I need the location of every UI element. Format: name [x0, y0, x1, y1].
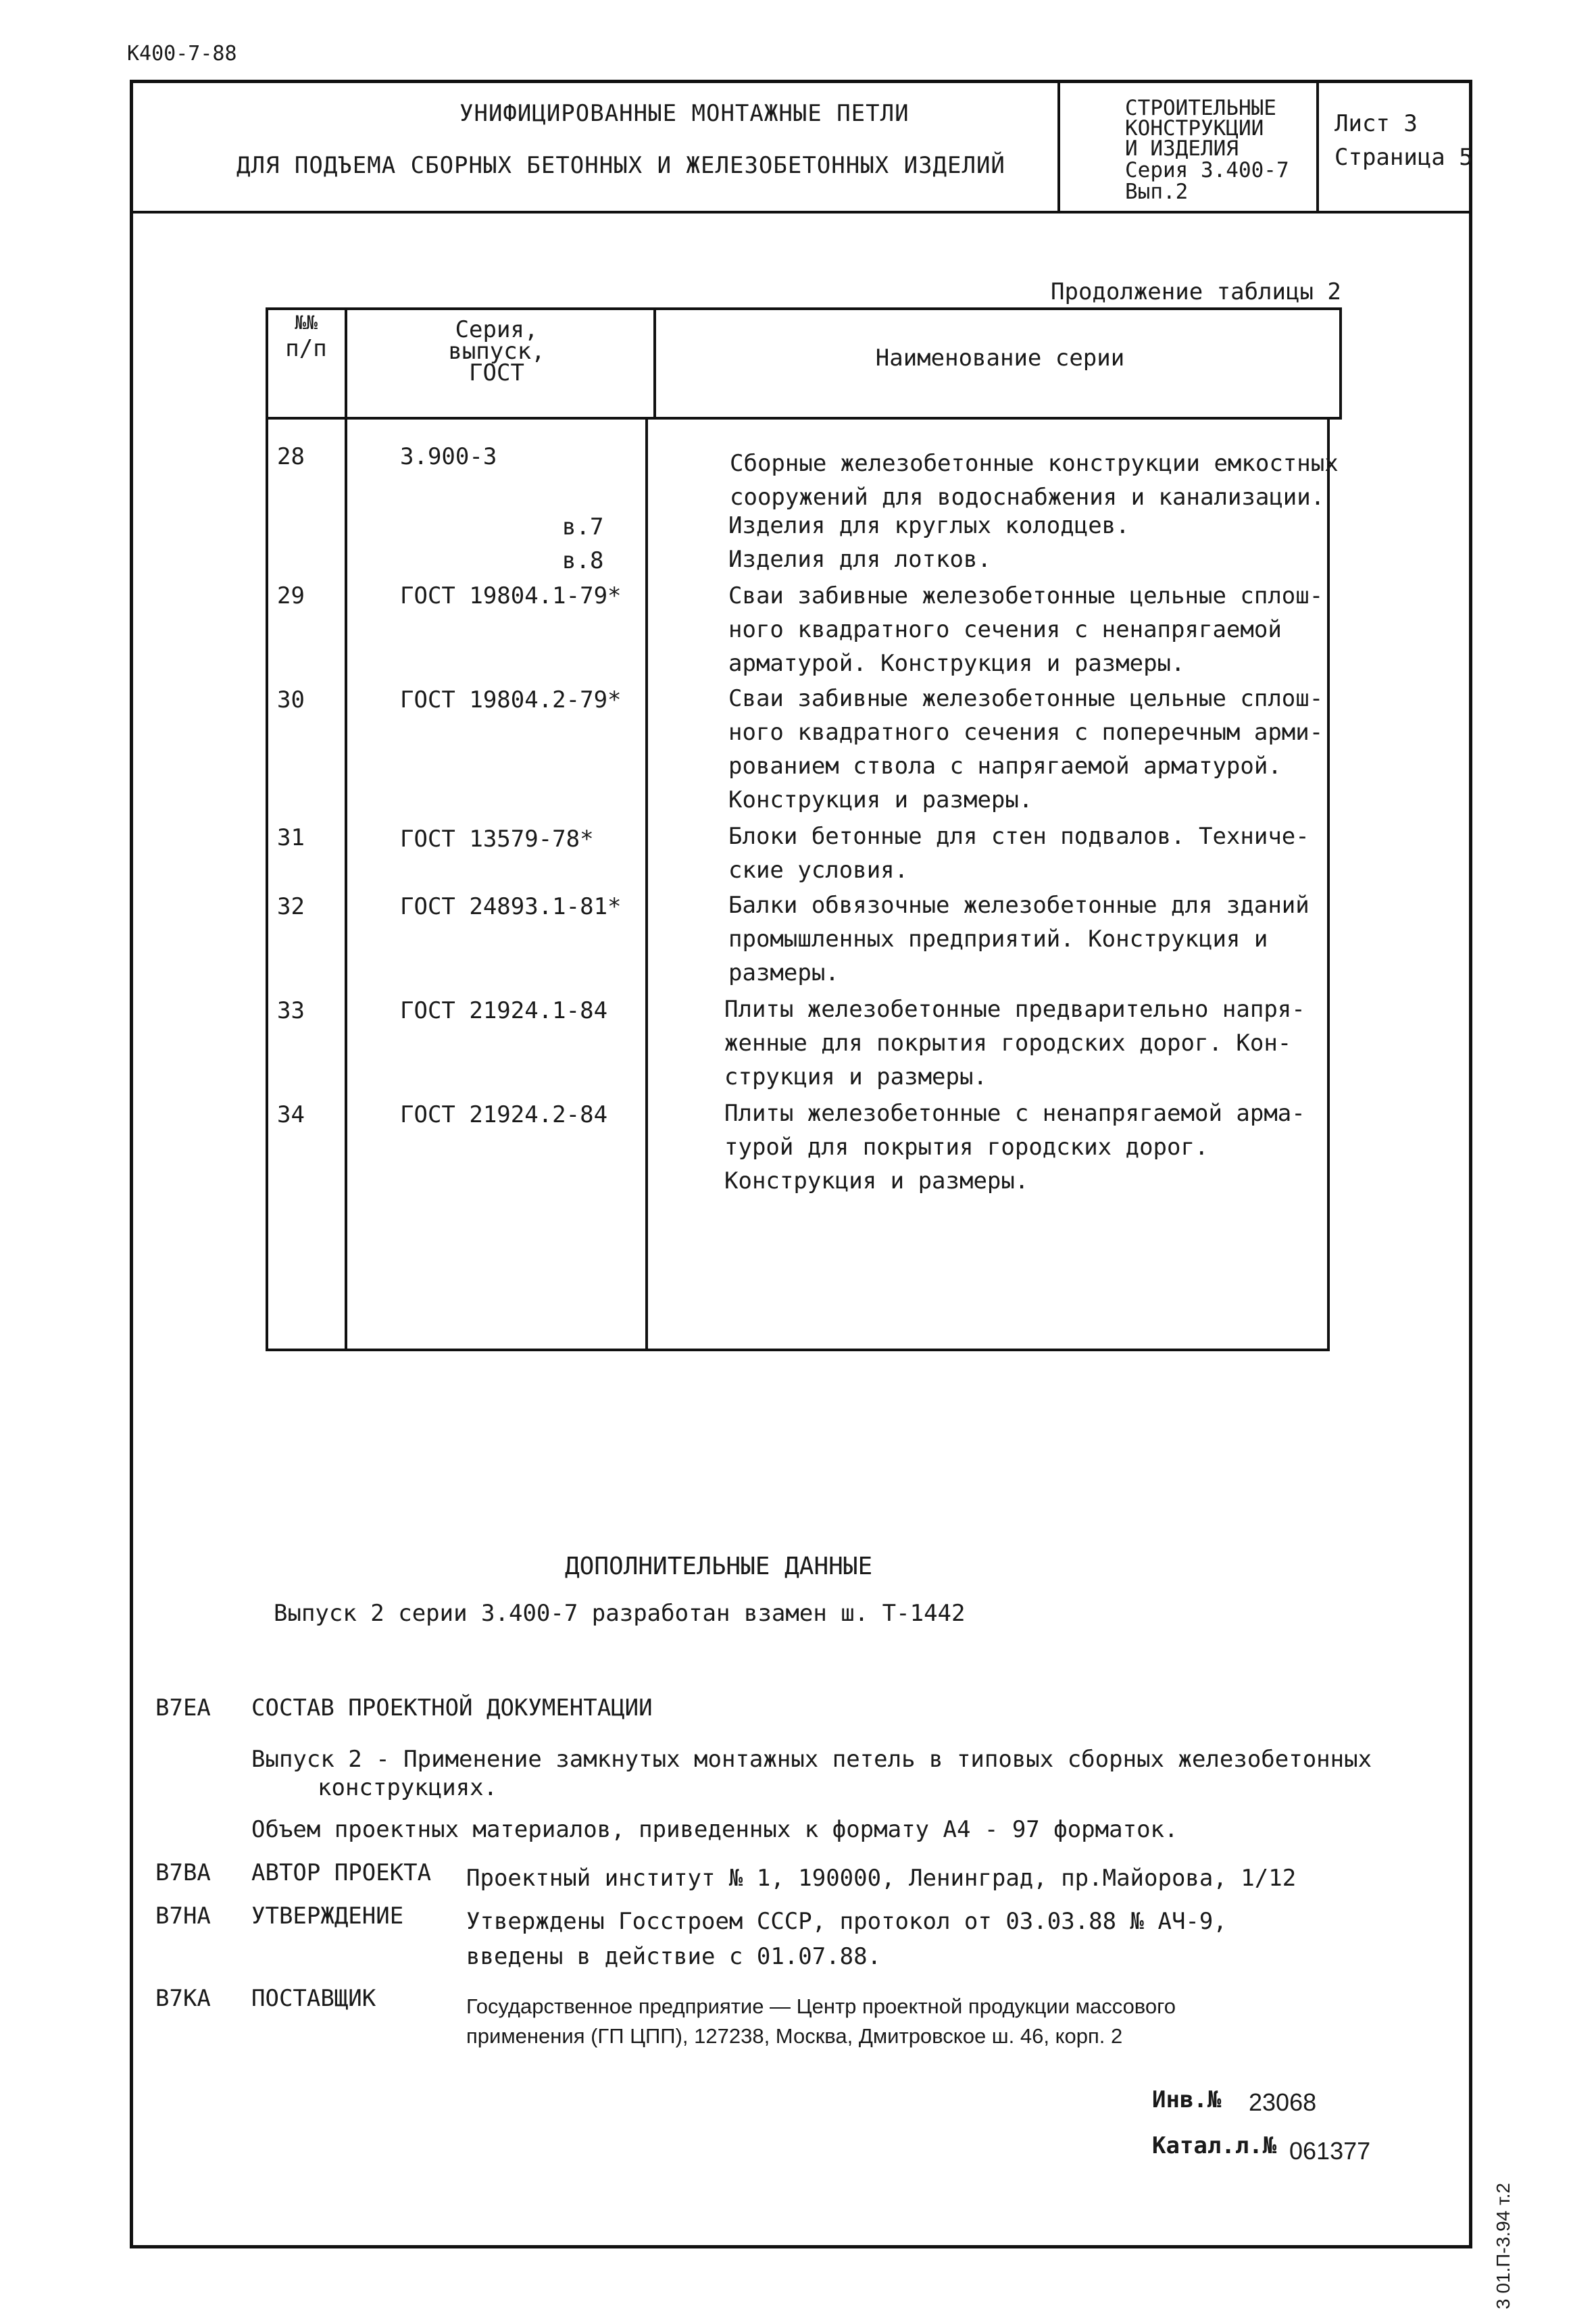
row-31-num: 31 [277, 824, 305, 851]
row-31-name-2: ские условия. [728, 857, 909, 884]
side-code: 3 01.П-3.94 т.2 [1493, 2182, 1514, 2309]
composition-line-1: Выпуск 2 - Применение замкнутых монтажных петель в типовых сборных железобетонных [251, 1746, 1372, 1773]
row-28v8-name: Изделия для лотков. [728, 546, 991, 573]
row-34-name-1: Плиты железобетонные с ненапрягаемой арма- [724, 1100, 1305, 1127]
row-28v7-name: Изделия для круглых колодцев. [728, 512, 1130, 539]
row-32-name-1: Балки обвязочные железобетонные для зданий [728, 892, 1310, 919]
catalog-label: Катал.л.№ [1152, 2132, 1277, 2159]
row-33-name-3: струкция и размеры. [724, 1063, 987, 1090]
row-32-name-2: промышленных предприятий. Конструкция и [728, 926, 1268, 953]
table-col-divider-2 [645, 417, 648, 1351]
header-bottom-rule [130, 211, 1472, 213]
row-28v7-series: в.7 [562, 513, 604, 540]
row-28-name-1: Сборные железобетонные конструкции емкостных [730, 450, 1339, 477]
title-line-2: ДЛЯ ПОДЪЕМА СБОРНЫХ БЕТОННЫХ И ЖЕЛЕЗОБЕТОННЫХ ИЗДЕЛИЙ [236, 152, 1005, 179]
table-right-border-header [1339, 307, 1342, 420]
title-line-1: УНИФИЦИРОВАННЫЕ МОНТАЖНЫЕ ПЕТЛИ [459, 100, 909, 127]
row-29-series: ГОСТ 19804.1-79* [400, 582, 622, 609]
row-29-name-1: Сваи забивные железобетонные цельные сплош- [728, 582, 1324, 609]
row-32-series: ГОСТ 24893.1-81* [400, 893, 622, 920]
stamp-line-4: Серия 3.400-7 [1125, 158, 1289, 182]
table-left-border [266, 307, 268, 1351]
header-num-line-1: №№ [295, 311, 318, 334]
author-text: Проектный институт № 1, 190000, Ленинград, пр.Майорова, 1/12 [466, 1865, 1297, 1892]
table-col-divider-1 [345, 307, 347, 1351]
header-series-line-2: выпуск, [448, 338, 545, 365]
row-30-name-3: рованием ствола с напрягаемой арматурой. [728, 753, 1282, 780]
section-label-author: АВТОР ПРОЕКТА [251, 1859, 432, 1886]
approval-line-1: Утверждены Госстроем СССР, протокол от 03.03.88 № АЧ-9, [466, 1908, 1227, 1935]
stamp-line-2: КОНСТРУКЦИИ [1125, 116, 1264, 141]
table-right-border [1327, 417, 1330, 1351]
table-col-divider-2-header [653, 307, 656, 420]
table-header-rule [266, 417, 1342, 420]
stamp-line-1: СТРОИТЕЛЬНЫЕ [1125, 96, 1276, 120]
header-num-line-2: п/п [285, 335, 327, 362]
row-28-series: 3.900-3 [400, 443, 497, 470]
row-34-name-3: Конструкция и размеры. [724, 1167, 1029, 1194]
section-label-approval: УТВЕРЖДЕНИЕ [251, 1903, 404, 1930]
row-34-name-2: турой для покрытия городских дорог. [724, 1134, 1209, 1161]
header-series-line-1: Серия, [455, 316, 539, 343]
header-divider-1 [1057, 80, 1060, 212]
table-bottom-rule [266, 1349, 1330, 1351]
row-28-name-2: сооружений для водоснабжения и канализации. [730, 484, 1325, 511]
row-30-name-4: Конструкция и размеры. [728, 786, 1033, 813]
row-28-num: 28 [277, 443, 305, 470]
row-30-num: 30 [277, 686, 305, 713]
row-29-num: 29 [277, 582, 305, 609]
row-33-num: 33 [277, 997, 305, 1024]
supplier-line-1: Государственное предприятие — Центр проектной продукции массового [466, 1994, 1176, 2018]
row-34-series: ГОСТ 21924.2-84 [400, 1101, 608, 1128]
row-34-num: 34 [277, 1101, 305, 1128]
supplier-line-2: применения (ГП ЦПП), 127238, Москва, Дмитровское ш. 46, корп. 2 [466, 2024, 1123, 2048]
row-29-name-2: ного квадратного сечения с ненапрягаемой [728, 616, 1282, 643]
section-code-author: В7ВА [155, 1859, 211, 1886]
header-name: Наименование серии [875, 345, 1125, 372]
sheet-number: Лист 3 [1335, 110, 1418, 137]
row-31-series: ГОСТ 13579-78* [400, 826, 594, 853]
row-28v8-series: в.8 [562, 547, 604, 574]
document-code: К400-7-88 [127, 42, 237, 66]
table-top-rule [266, 307, 1342, 310]
page-number: Страница 5 [1335, 144, 1473, 171]
row-33-name-1: Плиты железобетонные предварительно напря- [724, 996, 1305, 1023]
additional-heading: ДОПОЛНИТЕЛЬНЫЕ ДАННЫЕ [565, 1553, 873, 1580]
catalog-number: 061377 [1289, 2137, 1371, 2165]
issue-line: Выпуск 2 серии 3.400-7 разработан взамен ш. Т-1442 [274, 1600, 966, 1627]
row-29-name-3: арматурой. Конструкция и размеры. [728, 650, 1185, 677]
table-caption: Продолжение таблицы 2 [1051, 278, 1341, 305]
section-code-composition: В7ЕА [155, 1694, 211, 1721]
composition-line-2: конструкциях. [318, 1774, 498, 1801]
row-30-name-1: Сваи забивные железобетонные цельные сплош- [728, 685, 1324, 712]
row-30-name-2: ного квадратного сечения с поперечным арми- [728, 719, 1324, 746]
stamp-line-3: И ИЗДЕЛИЯ [1125, 136, 1239, 161]
header-series-line-3: ГОСТ [469, 359, 524, 386]
row-33-series: ГОСТ 21924.1-84 [400, 997, 608, 1024]
section-code-supplier: В7КА [155, 1985, 211, 2012]
inventory-label: Инв.№ [1152, 2086, 1222, 2113]
row-31-name-1: Блоки бетонные для стен подвалов. Техниче- [728, 823, 1310, 850]
row-32-name-3: размеры. [728, 959, 839, 986]
header-divider-2 [1316, 80, 1319, 212]
composition-line-3: Объем проектных материалов, приведенных к формату А4 - 97 форматок. [251, 1816, 1178, 1843]
row-30-series: ГОСТ 19804.2-79* [400, 686, 622, 713]
row-33-name-2: женные для покрытия городских дорог. Кон- [724, 1030, 1292, 1057]
section-label-composition: СОСТАВ ПРОЕКТНОЙ ДОКУМЕНТАЦИИ [251, 1694, 653, 1721]
approval-line-2: введены в действие с 01.07.88. [466, 1943, 882, 1970]
section-code-approval: В7НА [155, 1903, 211, 1930]
row-32-num: 32 [277, 893, 305, 920]
inventory-number: 23068 [1249, 2088, 1317, 2116]
section-label-supplier: ПОСТАВЩИК [251, 1985, 376, 2012]
stamp-line-5: Вып.2 [1125, 180, 1189, 204]
